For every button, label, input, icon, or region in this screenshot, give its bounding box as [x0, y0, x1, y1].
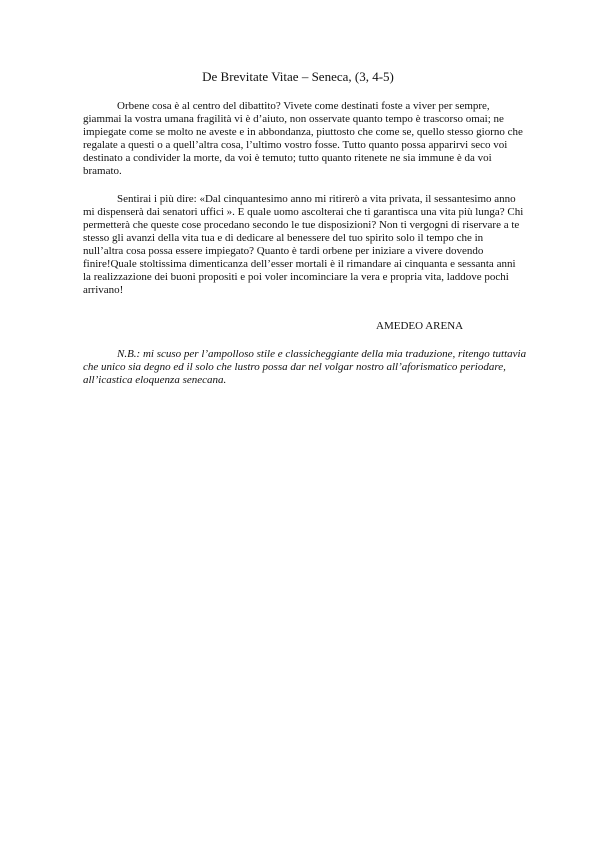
text-line: null’altra cosa possa essere impiegato? Quanto è tardi orbene per iniziare a vivere dovendo [83, 245, 484, 257]
text-line: permetterà che queste cose procedano secondo le tue disposizioni? Non ti vergogni di riservare a te [83, 219, 520, 231]
text-line: regalate a questi o a quell’altra cosa, l’ultimo vostro fosse. Tutto quanto possa apparirvi seco voi [83, 139, 508, 151]
text-line: Sentirai i più dire: «Dal cinquantesimo anno mi ritirerò a vita privata, il sessantesimo anno [117, 193, 516, 205]
note-line: all’icastica eloquenza senecana. [83, 374, 227, 386]
text-line: impiegate come se molto ne aveste e in abbondanza, piuttosto che come se, quello stesso giorno che [83, 126, 523, 138]
text-line: la realizzazione dei buoni propositi e poi voler incominciare la vera e propria vita, laddove pochi [83, 271, 509, 283]
text-line: mi dispenserà dai senatori uffici ». E quale uomo ascolterai che ti garantisca una vita più lunga? Chi [83, 206, 524, 218]
text-line: Orbene cosa è al centro del dibattito? Vivete come destinati foste a viver per sempre, [117, 100, 490, 112]
text-line: arrivano! [83, 284, 124, 296]
text-line: bramato. [83, 165, 122, 177]
text-line: destinato a condivider la morte, da voi è temuto; tutto quanto ritenete ne sia immune è da voi [83, 152, 492, 164]
paragraph-1 [83, 100, 523, 178]
text-line: giammai la vostra umana fragilità vi è d’aiuto, non osservate quanto tempo è trascorso omai; ne [83, 113, 504, 125]
paragraph-2 [83, 193, 523, 297]
text-line: stesso gli avanzi della vita tua e di dedicare al benessere del tuo spirito solo il tempo che in [83, 232, 484, 244]
document-title: De Brevitate Vitae – Seneca, (3, 4-5) [202, 69, 394, 84]
note-line: N.B.: mi scuso per l’ampolloso stile e classicheggiante della mia traduzione, ritengo tuttavia [117, 348, 527, 360]
translator-note [83, 348, 527, 387]
text-line: finire!Quale stoltissima dimenticanza dell’esser mortali è il rimandare ai cinquanta e sessanta anni [83, 258, 516, 270]
note-line: che unico sia degno ed il solo che lustro possa dar nel volgar nostro all’aforismatico periodare, [83, 361, 506, 373]
author-signature: AMEDEO ARENA [376, 320, 464, 332]
